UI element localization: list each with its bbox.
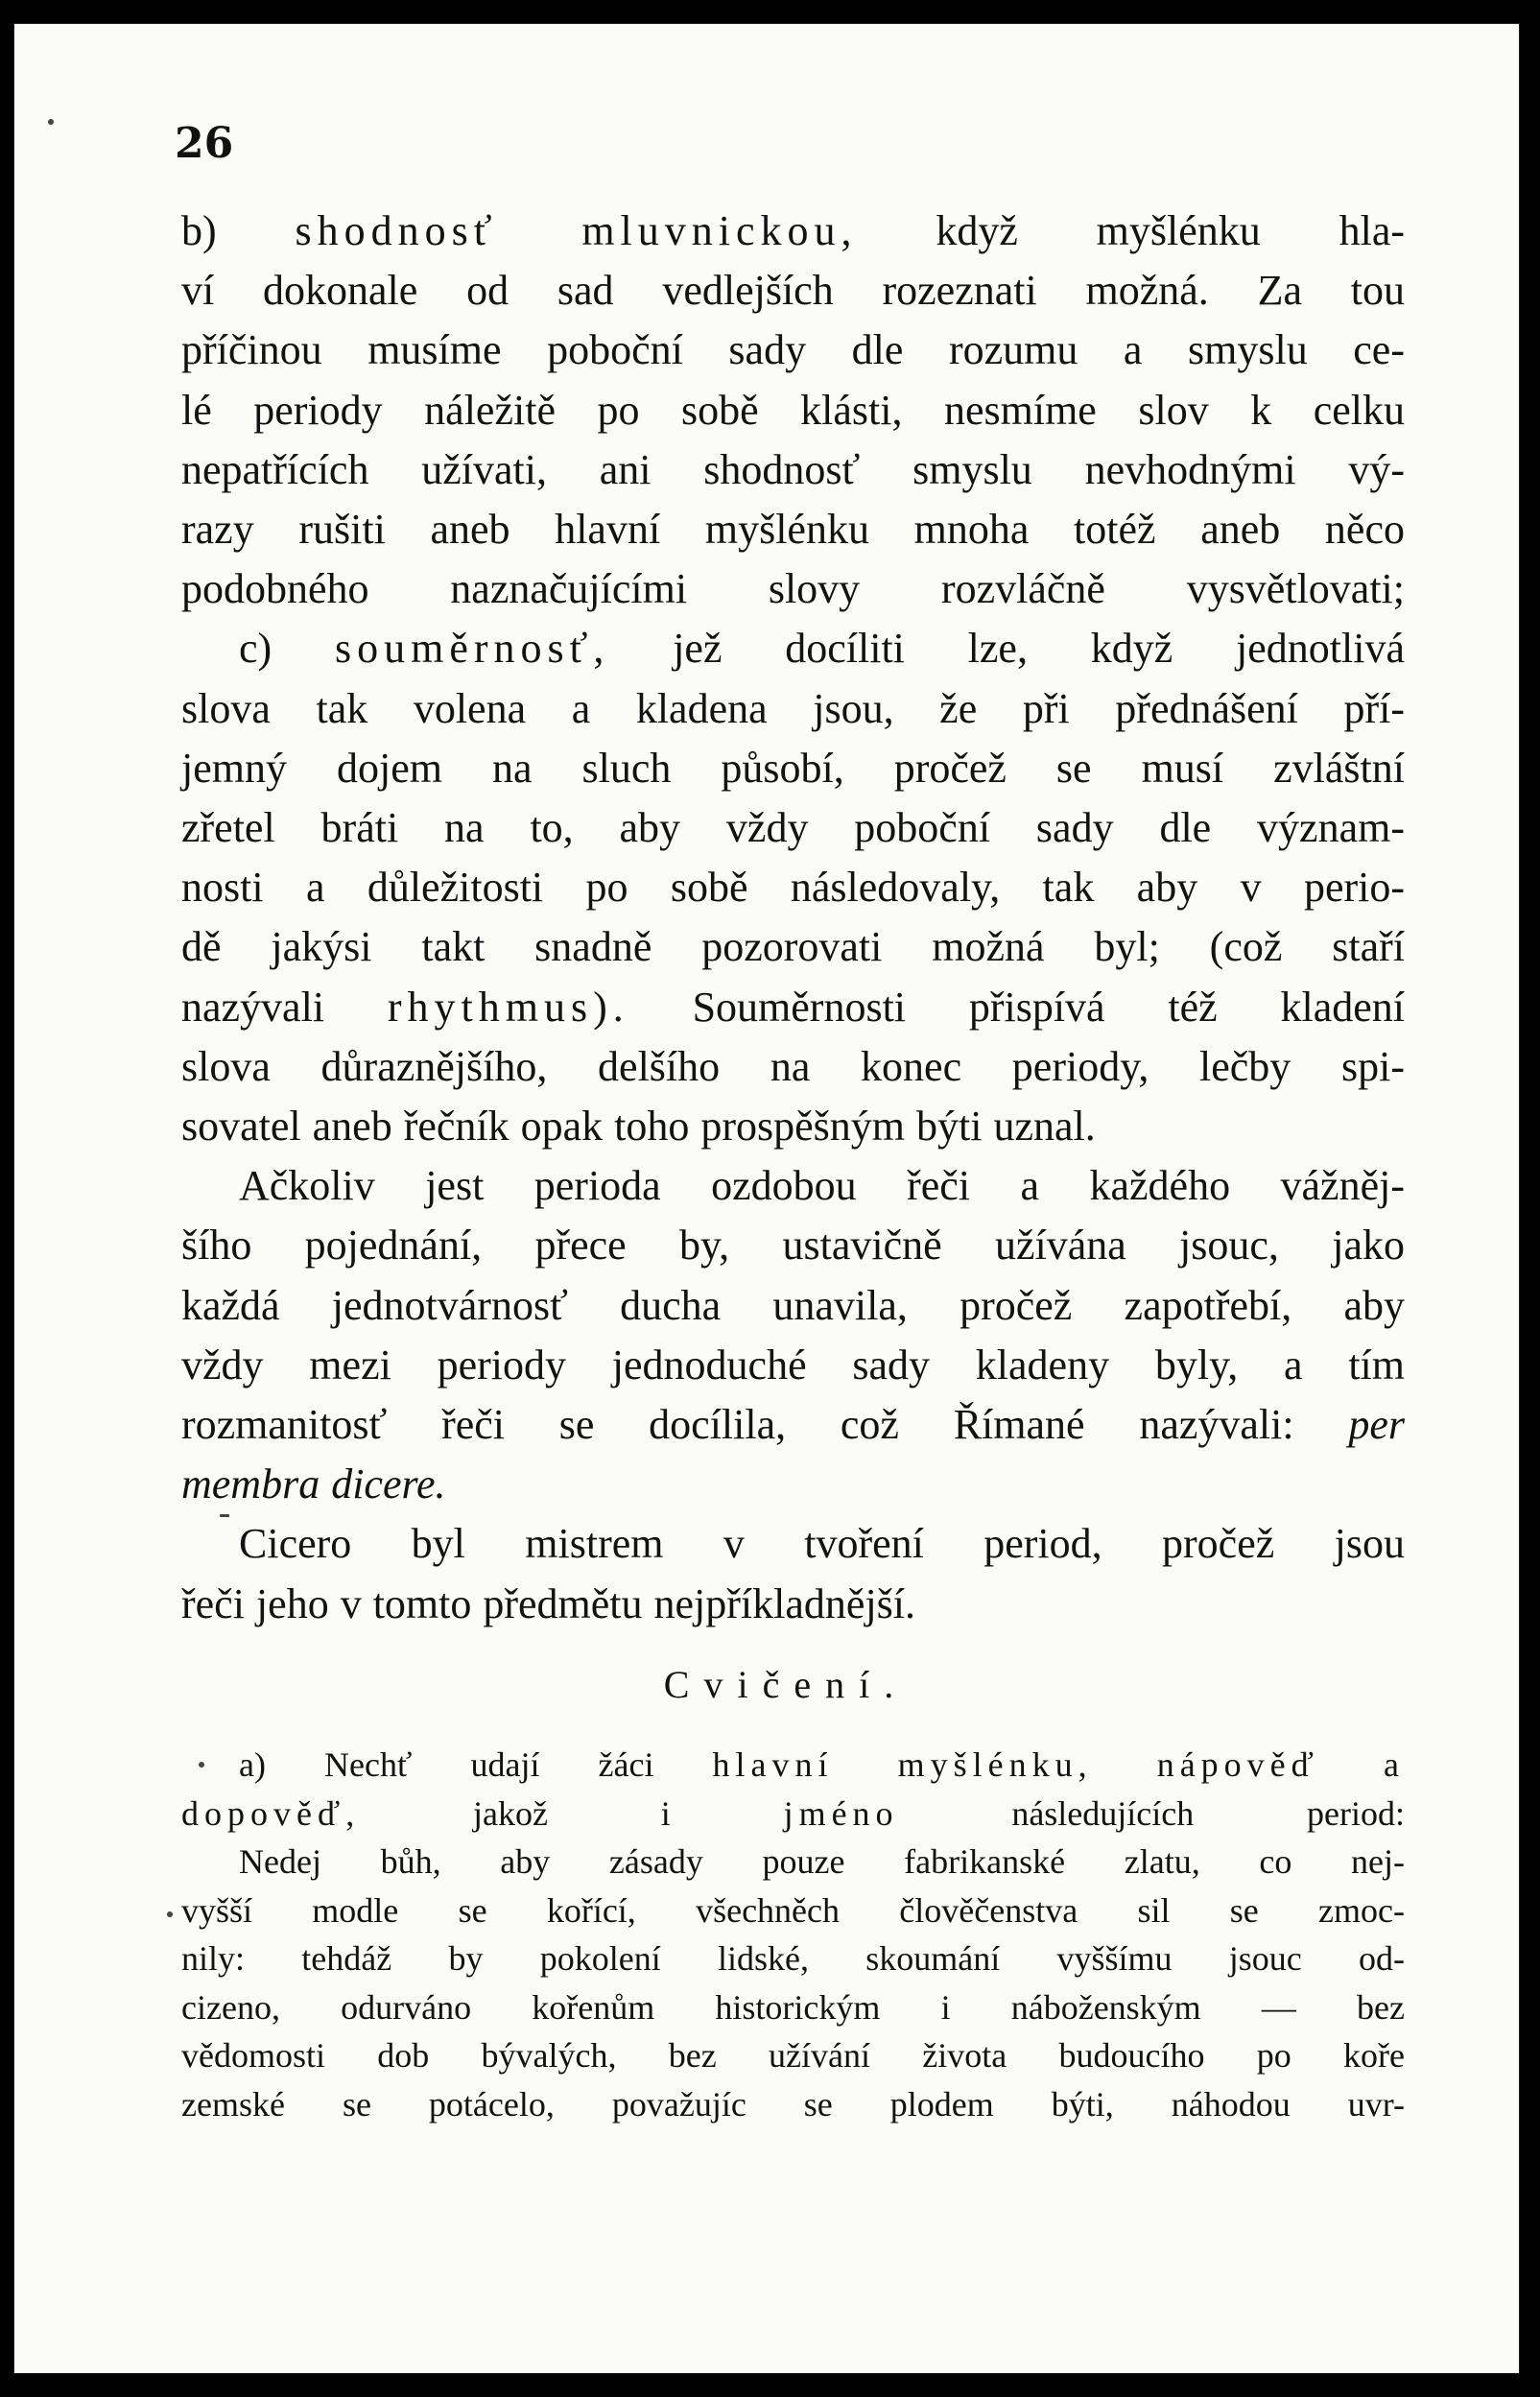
text-line: cizeno, odurváno kořenům historickým i náboženským — bez [181,1987,1405,2027]
text-line: ví dokonale od sad vedlejších rozeznati možná. Za tou [181,267,1405,315]
text-line: lé periody náležitě po sobě klásti, nesmíme slov k celku [181,386,1405,434]
text-line: zřetel bráti na to, aby vždy poboční sady dle význam- [181,804,1405,852]
emphasis-spaced: rhythmus). [387,983,629,1031]
text-line: každá jednotvárnosť ducha unavila, pročež zapotřebí, aby [181,1281,1405,1329]
text-line: membra dicere. [181,1460,446,1508]
text-line: sovatel aneb řečník opak toho prospěšným býti uznal. [181,1103,1096,1151]
emphasis-spaced: nápověď a [1092,1745,1405,1784]
text-line: Nedej bůh, aby zásady pouze fabrikanské zlatu, co nej- [239,1842,1405,1881]
text-line: vždy mezi periody jednoduché sady kladeny byly, a tím [181,1341,1405,1388]
emphasis-spaced: jméno [783,1793,899,1833]
text-line: podobného naznačujícími slovy rozvláčně vysvětlovati; [181,565,1405,613]
emphasis-spaced: hlavní myšlénku, [712,1745,1093,1784]
text-line: jemný dojem na sluch působí, pročež se musí zvláštní [181,744,1405,792]
italic-text: per [1348,1401,1405,1449]
scan-speck [167,1911,173,1917]
emphasis-spaced: shodnosť mluvnickou, [295,207,858,254]
text-line: dopověď, jakož i jméno následujících period: [181,1793,1405,1833]
text-line: řeči jeho v tomto předmětu nejpříkladnější. [181,1579,916,1627]
page-number: 26 [175,119,234,168]
text-line: šího pojednání, přece by, ustavičně užívána jsouc, jako [181,1222,1405,1270]
text-line: nosti a důležitosti po sobě následovaly, tak aby v perio- [181,864,1405,912]
section-heading: Cvičení. [663,1663,909,1706]
text-line: a) Nechť udají žáci hlavní myšlénku, nápověď a [239,1745,1405,1784]
text-line: nepatřících užívati, ani shodnosť smyslu nevhodnými vý- [181,445,1405,493]
text-line: Ačkoliv jest perioda ozdobou řeči a každého vážněj- [239,1162,1405,1210]
emphasis-spaced: dopověď, [181,1793,361,1833]
text-line: vyšší modle se kořící, všechněch člověčenstva sil se zmoc- [181,1890,1405,1930]
paper-sheet [13,23,1520,2374]
text-line: nazývali rhythmus). Souměrnosti přispívá též kladení [181,983,1405,1031]
scan-speck [48,119,54,125]
text-line: b) shodnosť mluvnickou, když myšlénku hla- [181,207,1405,254]
text-line: razy rušiti aneb hlavní myšlénku mnoha totéž aneb něco [181,506,1405,554]
text-line: slova tak volena a kladena jsou, že při přednášení pří- [181,684,1405,732]
text-line: zemské se potácelo, považujíc se plodem býti, náhodou uvr- [181,2084,1405,2124]
text-line: nily: tehdáž by pokolení lidské, skoumání vyššímu jsouc od- [181,1939,1405,1978]
scan-speck [220,1514,229,1517]
text-line: Cicero byl mistrem v tvoření period, pročež jsou [239,1520,1405,1568]
emphasis-spaced: souměrnosť, [334,625,610,673]
text-line: slova důraznějšího, delšího na konec periody, lečby spi- [181,1042,1405,1090]
text-line: příčinou musíme poboční sady dle rozumu a smyslu ce- [181,326,1405,374]
text-line: dě jakýsi takt snadně pozorovati možná byl; (což staří [181,923,1405,971]
text-line: rozmanitosť řeči se docílila, což Římané nazývali: per [181,1401,1405,1449]
scan-speck [199,1762,204,1768]
text-line: vědomosti dob bývalých, bez užívání života budoucího po koře [181,2036,1405,2075]
exercise-text [181,1741,1405,2128]
text-line: c) souměrnosť, jež docíliti lze, když jednotlivá [239,625,1405,673]
body-text [181,202,1405,1634]
